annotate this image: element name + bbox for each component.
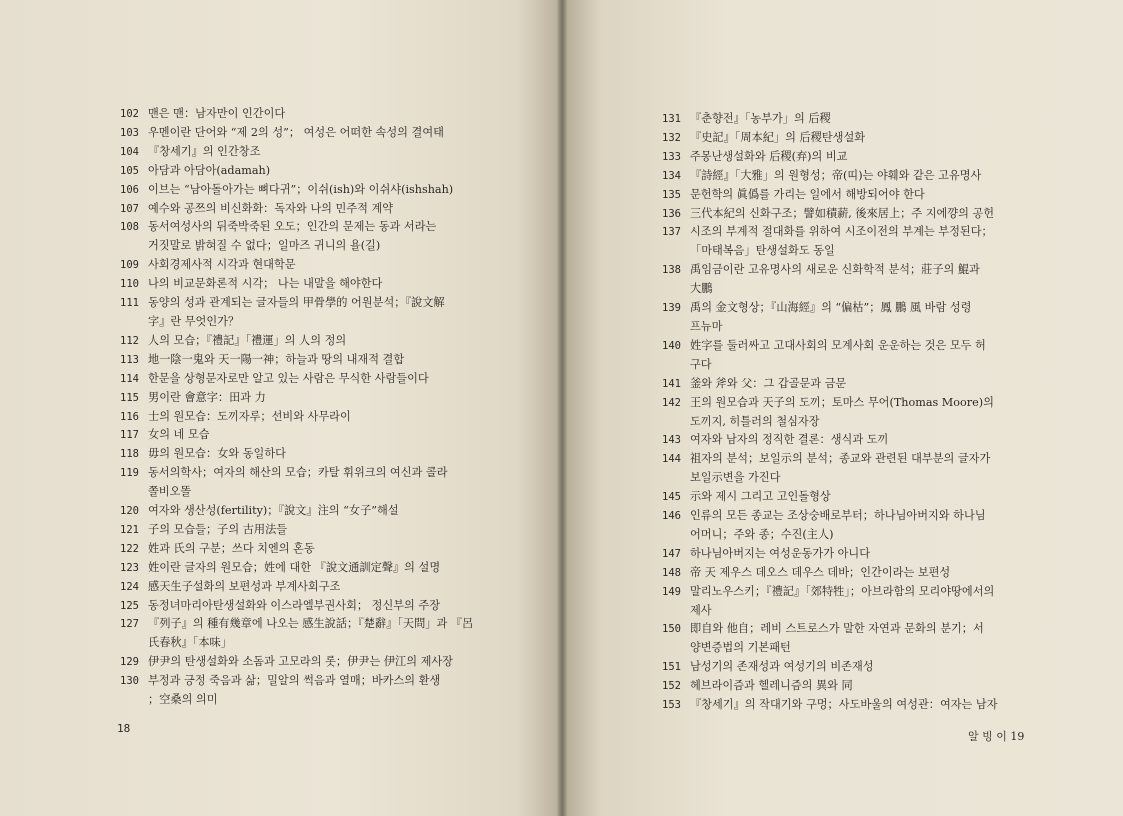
entry-text: 나의 비교문화론적 시각； 나는 내말을 해야한다: [148, 277, 383, 291]
entry-text: 姓字를 둘러싸고 고대사회의 모계사회 운운하는 것은 모두 허 구다: [690, 338, 986, 371]
toc-entry: [662, 261, 1034, 299]
entry-text: 주몽난생설화와 后稷(弃)의 비교: [690, 149, 848, 163]
entry-text: 사회경제사적 시각과 현대학문: [148, 258, 296, 272]
entry-number: 150: [662, 623, 681, 636]
toc-entry: [120, 445, 500, 464]
right-entry-list: [662, 110, 1034, 715]
entry-number: 122: [120, 542, 139, 555]
entry-number: 143: [662, 434, 681, 447]
entry-text: 남성기의 존재성과 여성기의 비존재성: [690, 660, 874, 674]
entry-text: 한문을 상형문자로만 알고 있는 사람은 무식한 사람들이다: [148, 371, 429, 385]
toc-entry: [120, 672, 500, 710]
entry-number: 120: [120, 505, 139, 518]
entry-number: 146: [662, 510, 681, 523]
entry-text: 말리노우스키；『禮記』「郊特牲」；아브라함의 모리야땅에서의 제사: [690, 584, 995, 617]
toc-entry: [120, 426, 500, 445]
entry-text: 여자와 생산성(fertility)；『說文』注의 “女子”해설: [148, 504, 399, 518]
entry-number: 149: [662, 585, 681, 598]
entry-number: 121: [120, 523, 139, 536]
entry-number: 136: [662, 207, 681, 220]
entry-number: 123: [120, 561, 139, 574]
toc-entry: [662, 337, 1034, 375]
toc-entry: [120, 351, 500, 370]
entry-text: 禹의 金文형상；『山海經』의 “偏枯”；鳳 鵬 風 바람 성령 프뉴마: [690, 301, 972, 333]
entry-number: 125: [120, 599, 139, 612]
entry-number: 151: [662, 661, 681, 674]
entry-number: 140: [662, 339, 681, 352]
entry-text: 동서의학사；여자의 해산의 모습；카탈 휘위크의 여신과 콜라 쫄비오똘: [148, 466, 448, 499]
entry-text: 하나님아버지는 여성운동가가 아니다: [690, 546, 871, 560]
entry-text: 人의 모습；『禮記』「禮運」의 人의 정의: [148, 333, 347, 347]
toc-entry: [120, 332, 500, 351]
toc-entry: [120, 464, 500, 502]
entry-number: 102: [120, 108, 139, 120]
entry-number: 142: [662, 396, 681, 409]
toc-entry: [120, 294, 500, 332]
entry-number: 134: [662, 169, 681, 182]
entry-number: 111: [120, 297, 139, 310]
toc-entry: [120, 275, 500, 294]
toc-entry: [662, 583, 1034, 621]
entry-number: 130: [120, 675, 139, 688]
entry-text: 『詩經』「大雅」의 원형성；帝(띠)는 야훼와 같은 고유명사: [690, 168, 982, 182]
toc-entry: [662, 488, 1034, 507]
entry-number: 137: [662, 226, 681, 239]
entry-text: 헤브라이즘과 헬레니즘의 異와 同: [690, 679, 853, 693]
toc-entry: [662, 205, 1034, 224]
toc-entry: [120, 256, 500, 275]
right-page: [562, 0, 1123, 816]
entry-text: 女의 네 모습: [148, 428, 210, 442]
entry-number: 107: [120, 202, 139, 215]
toc-entry: [120, 502, 500, 521]
entry-text: 地一陰一鬼와 天一陽一神；하늘과 땅의 내재적 결합: [148, 352, 405, 366]
toc-entry: [662, 394, 1034, 432]
toc-entry: [120, 653, 500, 672]
entry-text: 동정녀마리아탄생설화와 이스라엘부권사회； 정신부의 주장: [148, 598, 441, 612]
entry-number: 105: [120, 164, 139, 177]
toc-entry: [662, 431, 1034, 450]
entry-text: 시조의 부계적 절대화를 위하여 시조이전의 부계는 부정된다； 「마태복음」탄생설화도 동일: [690, 225, 993, 258]
book-gutter: [557, 0, 567, 816]
toc-entry: [662, 696, 1034, 715]
entry-number: 110: [120, 278, 139, 291]
entry-text: 姓이란 글자의 원모습；姓에 대한 『說文通訓定聲』의 설명: [148, 560, 441, 574]
entry-text: 여자와 남자의 정직한 결론：생식과 도끼: [690, 433, 889, 447]
entry-number: 141: [662, 377, 681, 390]
entry-text: 아담과 아담아(adamah): [148, 163, 271, 177]
entry-number: 112: [120, 334, 139, 347]
entry-text: 伊尹의 탄생설화와 소돔과 고모라의 롯；伊尹는 伊江의 제사장: [148, 655, 453, 669]
entry-text: 帝 天 제우스 데오스 데우스 데바；인간이라는 보편성: [690, 565, 951, 579]
toc-entry: [662, 620, 1034, 658]
entry-text: 示와 제시 그리고 고인돌형상: [690, 490, 831, 504]
entry-text: 『창세기』의 작대기와 구멍；사도바울의 여성관：여자는 남자: [690, 698, 998, 712]
entry-text: 祖자의 분석；보일示의 분석；종교와 관련된 대부분의 글자가 보일示변을 가진다: [690, 452, 991, 485]
toc-entry: [120, 540, 500, 559]
entry-number: 127: [120, 618, 139, 631]
toc-entry: [120, 218, 500, 256]
entry-number: 129: [120, 656, 139, 669]
toc-entry: [120, 105, 500, 124]
entry-text: 예수와 공쯔의 비신화화：독자와 나의 민주적 계약: [148, 201, 394, 215]
toc-entry: [120, 521, 500, 540]
entry-text: 인류의 모든 종교는 조상숭배로부터；하나님아버지와 하나님 어머니；주와 종；수진(主人): [690, 509, 986, 541]
entry-text: 姓과 氏의 구분；쓰다 치엔의 혼동: [148, 541, 315, 555]
page-number-left: 18: [117, 722, 131, 735]
entry-number: 138: [662, 264, 681, 277]
entry-number: 119: [120, 467, 139, 480]
entry-number: 147: [662, 547, 681, 560]
entry-text: 우멘이란 단어와 “제 2의 성”； 여성은 어떠한 속성의 결여태: [148, 125, 444, 139]
toc-entry: [662, 450, 1034, 488]
entry-text: 禹임금이란 고유명사의 새로운 신화학적 분석；莊子의 鯤과 大鵬: [690, 263, 980, 296]
toc-entry: [120, 578, 500, 597]
entry-number: 152: [662, 680, 681, 693]
toc-entry: [662, 658, 1034, 677]
entry-number: 148: [662, 566, 681, 579]
entry-number: 153: [662, 699, 681, 712]
page-number-right: 알 빙 이 19: [968, 730, 1025, 743]
toc-entry: [662, 110, 1034, 129]
entry-text: 感天生子설화의 보편성과 부계사회구조: [148, 579, 341, 593]
toc-entry: [120, 389, 500, 408]
entry-number: 109: [120, 259, 139, 272]
toc-entry: [662, 129, 1034, 148]
entry-number: 144: [662, 453, 681, 466]
entry-text: 문헌학의 眞僞를 가리는 일에서 해방되어야 한다: [690, 187, 925, 201]
toc-entry: [120, 597, 500, 616]
toc-entry: [662, 545, 1034, 564]
entry-text: 『列子』의 種有幾章에 나오는 感生說話；『楚辭』「天問」과 『呂 氏春秋』「本味」: [148, 617, 474, 650]
entry-text: 『史記』「周本紀」의 后稷탄생설화: [690, 130, 866, 144]
entry-text: 即自와 他自；레비 스트로스가 말한 자연과 문화의 분기；서 양변증법의 기본패턴: [690, 622, 984, 655]
entry-text: 士의 원모습：도끼자루；선비와 사무라이: [148, 409, 351, 423]
toc-entry: [662, 564, 1034, 583]
entry-text: 부정과 긍정 죽음과 삶；밀알의 썩음과 열매；바카스의 환생 ；空桑의 의미: [148, 674, 441, 707]
toc-entry: [662, 375, 1034, 394]
entry-number: 118: [120, 448, 139, 461]
toc-entry: [662, 167, 1034, 186]
toc-entry: [120, 143, 500, 162]
entry-number: 103: [120, 126, 139, 139]
entry-text: 子의 모습들；子의 古用法들: [148, 522, 288, 536]
left-entry-list: [120, 105, 500, 710]
toc-entry: [662, 677, 1034, 696]
entry-text: 이브는 “남아돌아가는 뼈다귀”；이쉬(ish)와 이쉬샤(ishshah): [148, 182, 454, 196]
toc-entry: [120, 408, 500, 427]
entry-number: 106: [120, 183, 139, 196]
entry-number: 145: [662, 491, 681, 504]
toc-entry: [662, 223, 1034, 261]
entry-number: 104: [120, 145, 139, 158]
entry-text: 동서여성사의 뒤죽박죽된 오도；인간의 문제는 동과 서라는 거짓말로 밝혀질 수 없다；일마즈 귀니의 욜(길): [148, 220, 437, 253]
entry-number: 115: [120, 391, 139, 404]
entry-number: 108: [120, 221, 139, 234]
toc-entry: [120, 615, 500, 653]
toc-entry: [662, 186, 1034, 205]
entry-text: 맨은 맨：남자만이 인간이다: [148, 107, 286, 120]
entry-number: 116: [120, 410, 139, 423]
toc-entry: [120, 162, 500, 181]
entry-text: 『춘향전』「농부가」의 后稷: [690, 112, 831, 125]
toc-entry: [120, 124, 500, 143]
toc-entry: [120, 559, 500, 578]
toc-entry: [120, 370, 500, 389]
entry-number: 113: [120, 353, 139, 366]
entry-text: 男이란 會意字：田과 力: [148, 390, 266, 404]
entry-text: 『창세기』의 인간창조: [148, 144, 261, 158]
toc-entry: [662, 148, 1034, 167]
entry-number: 117: [120, 429, 139, 442]
entry-number: 139: [662, 302, 681, 315]
entry-text: 三代本紀의 신화구조；譬如積薪, 後來居上；주 지에꺙의 공헌: [690, 206, 995, 220]
toc-entry: [120, 181, 500, 200]
entry-number: 132: [662, 131, 681, 144]
entry-text: 毋의 원모습：女와 동일하다: [148, 447, 286, 461]
entry-text: 王의 원모습과 天子의 도끼；토마스 무어(Thomas Moore)의 도끼지, 히틀러의 철심자장: [690, 395, 994, 428]
entry-number: 133: [662, 150, 681, 163]
entry-number: 124: [120, 580, 139, 593]
entry-number: 135: [662, 188, 681, 201]
entry-number: 131: [662, 113, 681, 125]
toc-entry: [120, 200, 500, 219]
entry-number: 114: [120, 372, 139, 385]
entry-text: 釜와 斧와 父：그 갑골문과 금문: [690, 376, 847, 390]
toc-entry: [662, 507, 1034, 545]
entry-text: 동양의 성과 관계되는 글자들의 甲骨學的 어원분석；『說文解 字』란 무엇인가？: [148, 296, 445, 328]
toc-entry: [662, 299, 1034, 337]
